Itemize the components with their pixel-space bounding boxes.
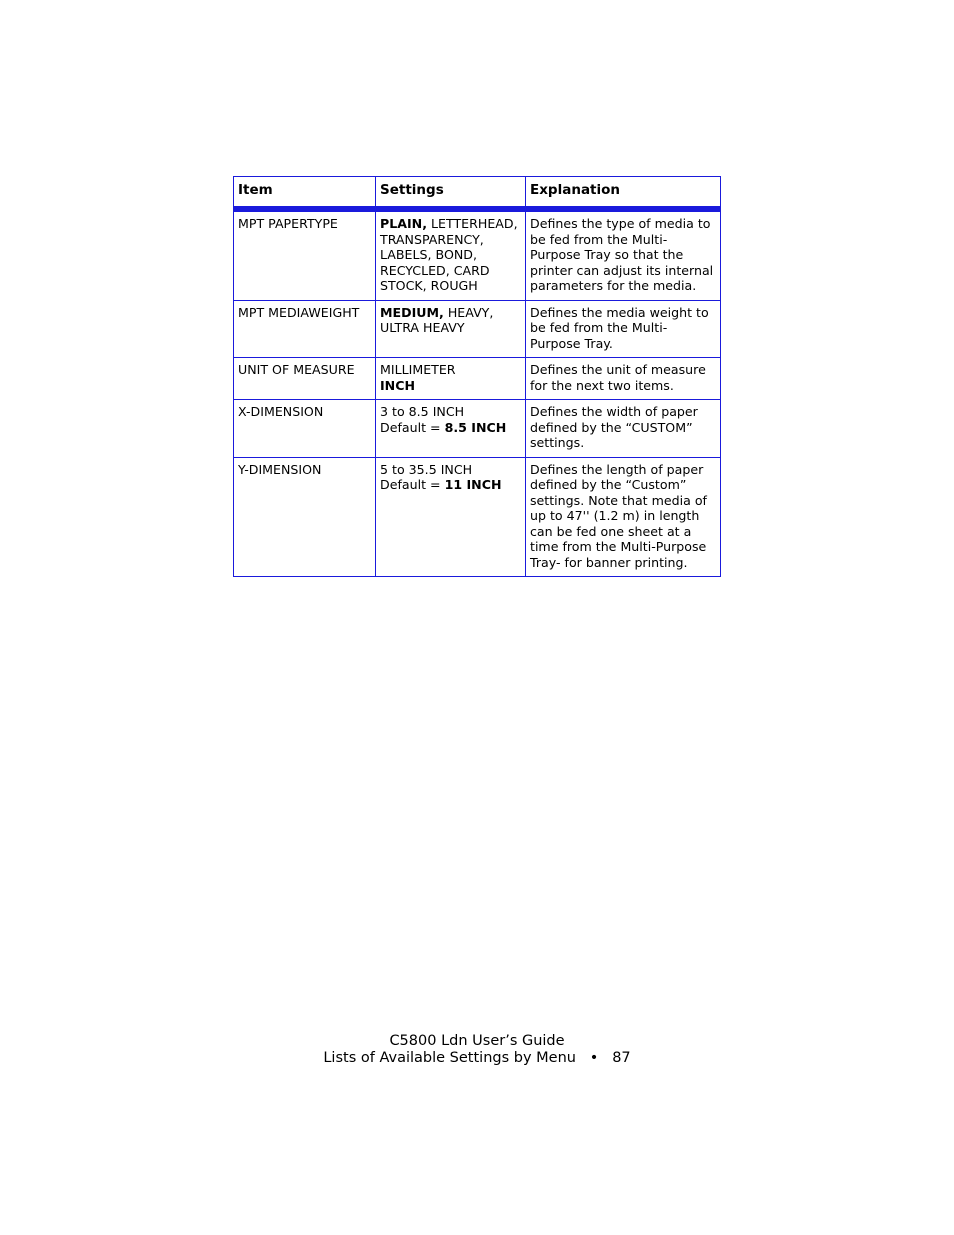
cell-settings bbox=[376, 209, 526, 300]
header-item: Item bbox=[234, 177, 376, 210]
default-setting: INCH bbox=[380, 377, 416, 393]
cell-explanation: Defines the media weight to be fed from the Multi-Purpose Tray. bbox=[526, 300, 721, 358]
default-setting: 8.5 INCH bbox=[444, 419, 507, 435]
table-row bbox=[234, 457, 721, 577]
default-setting: PLAIN, bbox=[380, 216, 428, 231]
setting-option: MILLIMETER bbox=[380, 362, 456, 377]
cell-explanation: Defines the unit of measure for the next two items. bbox=[526, 358, 721, 400]
cell-settings bbox=[376, 457, 526, 577]
cell-item: MPT PAPERTYPE bbox=[234, 209, 376, 300]
table-row bbox=[234, 400, 721, 458]
default-setting: 11 INCH bbox=[444, 477, 502, 492]
other-settings: LETTERHEAD, TRANSPARENCY, LABELS, BOND, RECYCLED, CARD STOCK, ROUGH bbox=[380, 216, 518, 293]
header-settings: Settings bbox=[376, 177, 526, 210]
default-setting: MEDIUM, bbox=[380, 304, 444, 320]
cell-item: X-DIMENSION bbox=[234, 400, 376, 458]
footer-section-line bbox=[0, 1050, 954, 1067]
setting-range: 3 to 8.5 INCH bbox=[380, 404, 465, 419]
footer-guide-title: C5800 Ldn User’s Guide bbox=[389, 1033, 565, 1049]
cell-item: Y-DIMENSION bbox=[234, 457, 376, 577]
cell-settings bbox=[376, 300, 526, 358]
page-number: 87 bbox=[612, 1050, 631, 1066]
cell-explanation: Defines the length of paper defined by the “Custom” settings. Note that media of up to 47'' (1.2 m) in length can be fed one sheet at a time from the Multi-Purpose Tray- for banner printing. bbox=[526, 457, 721, 577]
footer-section: Lists of Available Settings by Menu bbox=[323, 1050, 576, 1066]
setting-range: 5 to 35.5 INCH bbox=[380, 461, 473, 477]
settings-table bbox=[233, 176, 721, 577]
default-prefix: Default = bbox=[380, 419, 445, 435]
default-prefix: Default = bbox=[380, 477, 445, 492]
table-row bbox=[234, 209, 721, 300]
cell-item: UNIT OF MEASURE bbox=[234, 358, 376, 400]
table-row bbox=[234, 300, 721, 358]
cell-settings bbox=[376, 358, 526, 400]
footer-bullet: • bbox=[589, 1050, 599, 1066]
header-explanation: Explanation bbox=[526, 177, 721, 210]
table-header-row bbox=[234, 177, 721, 210]
cell-item: MPT MEDIAWEIGHT bbox=[234, 300, 376, 358]
table-row bbox=[234, 358, 721, 400]
cell-explanation: Defines the width of paper defined by the “CUSTOM” settings. bbox=[526, 400, 721, 458]
cell-settings bbox=[376, 400, 526, 458]
other-settings: HEAVY, ULTRA HEAVY bbox=[380, 304, 494, 335]
cell-explanation: Defines the type of media to be fed from the Multi-Purpose Tray so that the printer can adjust its internal parameters for the media. bbox=[526, 209, 721, 300]
